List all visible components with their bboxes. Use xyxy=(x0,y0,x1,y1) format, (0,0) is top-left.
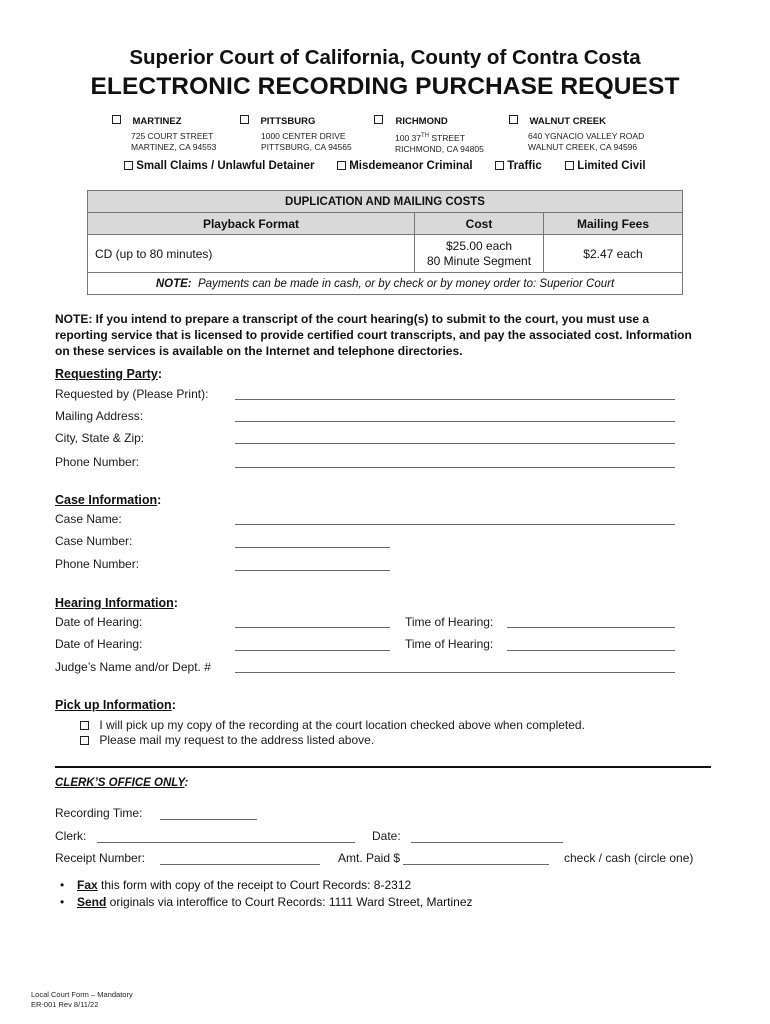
case-phone-label: Phone Number: xyxy=(55,557,140,571)
recording-time-label: Recording Time: xyxy=(55,806,143,820)
costs-table xyxy=(87,190,683,295)
location-city-line: PITTSBURG, CA 94565 xyxy=(261,142,352,152)
requested-by-field[interactable] xyxy=(235,399,675,400)
amt-paid-field[interactable] xyxy=(403,864,549,865)
location-walnut-creek[interactable] xyxy=(509,111,644,153)
costs-table-title: DUPLICATION AND MAILING COSTS xyxy=(88,191,683,213)
case-name-field[interactable] xyxy=(235,524,675,525)
footer xyxy=(31,990,133,1010)
small-claims-checkbox[interactable] xyxy=(124,161,133,170)
court-name: Superior Court of California, County of Contra Costa xyxy=(129,46,641,69)
clerk-label: Clerk: xyxy=(55,829,87,843)
playback-format-cell: CD (up to 80 minutes) xyxy=(88,235,415,273)
pittsburg-checkbox[interactable] xyxy=(240,115,249,124)
time-of-hearing-field[interactable] xyxy=(507,627,675,628)
limited-civil-checkbox[interactable] xyxy=(565,161,574,170)
bullet-icon: • xyxy=(60,878,65,892)
judge-field[interactable] xyxy=(235,672,675,673)
case-type-small-claims[interactable] xyxy=(124,160,315,172)
case-number-field[interactable] xyxy=(235,547,390,548)
pickup-option-label: Please mail my request to the address listed above. xyxy=(99,733,375,747)
pickup-option-label: I will pick up my copy of the recording at the court location checked above when completed. xyxy=(99,718,585,732)
mailing-address-field[interactable] xyxy=(235,421,675,422)
receipt-number-field[interactable] xyxy=(160,864,320,865)
requested-by-label: Requested by (Please Print): xyxy=(55,387,209,401)
date-of-hearing-label: Date of Hearing: xyxy=(55,615,143,629)
judge-label: Judge’s Name and/or Dept. # xyxy=(55,660,211,674)
column-header: Cost xyxy=(415,213,544,235)
location-richmond[interactable] xyxy=(374,111,484,155)
case-type-traffic[interactable] xyxy=(495,160,542,172)
column-header: Playback Format xyxy=(88,213,415,235)
transcript-note: NOTE: If you intend to prepare a transcript of the court hearing(s) to submit to the court, you must use a reporting service that is licensed to provide certified court transcripts, and pay the associated cost. Information on these services is available on the Internet and telephone directories. xyxy=(55,312,692,358)
pickup-heading: Pick up Information: xyxy=(55,698,176,712)
location-name: WALNUT CREEK xyxy=(529,116,606,127)
case-information-heading: Case Information: xyxy=(55,493,162,507)
case-name-label: Case Name: xyxy=(55,512,122,526)
payment-note: NOTE: Payments can be made in cash, or by check or by money order to: Superior Court xyxy=(88,273,683,295)
city-state-zip-field[interactable] xyxy=(235,443,675,444)
date-of-hearing-label-2: Date of Hearing: xyxy=(55,637,143,651)
case-type-label: Misdemeanor Criminal xyxy=(349,160,473,172)
clerk-date-field[interactable] xyxy=(411,842,563,843)
time-of-hearing-field-2[interactable] xyxy=(507,650,675,651)
hearing-information-heading: Hearing Information: xyxy=(55,596,178,610)
location-name: RICHMOND xyxy=(395,116,448,127)
time-of-hearing-label: Time of Hearing: xyxy=(405,615,494,629)
cost-cell: $25.00 each 80 Minute Segment xyxy=(415,235,544,273)
date-of-hearing-field-2[interactable] xyxy=(235,650,390,651)
phone-number-label: Phone Number: xyxy=(55,455,140,469)
receipt-number-label: Receipt Number: xyxy=(55,851,146,865)
martinez-checkbox[interactable] xyxy=(112,115,121,124)
recording-time-field[interactable] xyxy=(160,819,257,820)
mailing-fee-cell: $2.47 each xyxy=(544,235,683,273)
location-address-line: 725 COURT STREET xyxy=(131,131,214,141)
clerk-heading: CLERK’S OFFICE ONLY: xyxy=(55,777,189,789)
column-header: Mailing Fees xyxy=(544,213,683,235)
date-of-hearing-field[interactable] xyxy=(235,627,390,628)
richmond-checkbox[interactable] xyxy=(374,115,383,124)
location-address-line: 100 37TH STREET xyxy=(395,132,465,143)
section-divider xyxy=(55,766,711,768)
location-name: MARTINEZ xyxy=(132,116,182,127)
location-address-line: 1000 CENTER DRIVE xyxy=(261,131,346,141)
mailing-address-label: Mailing Address: xyxy=(55,409,144,423)
send-instruction: • Send originals via interoffice to Court Records: 1111 Ward Street, Martinez xyxy=(60,895,473,909)
location-pittsburg[interactable] xyxy=(240,111,352,153)
location-name: PITTSBURG xyxy=(260,116,316,127)
location-martinez[interactable] xyxy=(112,111,216,153)
bullet-icon: • xyxy=(60,895,65,909)
case-type-label: Traffic xyxy=(507,160,542,172)
pickup-option-mail[interactable] xyxy=(80,733,374,747)
amt-paid-label: Amt. Paid $ xyxy=(338,851,401,865)
payment-method-label: check / cash (circle one) xyxy=(564,851,694,865)
case-type-misdemeanor[interactable] xyxy=(337,160,473,172)
footer-form-type: Local Court Form – Mandatory xyxy=(31,990,133,999)
time-of-hearing-label-2: Time of Hearing: xyxy=(405,637,494,651)
case-phone-field[interactable] xyxy=(235,570,390,571)
phone-number-field[interactable] xyxy=(235,467,675,468)
walnut-creek-checkbox[interactable] xyxy=(509,115,518,124)
case-number-label: Case Number: xyxy=(55,534,133,548)
location-address-line: 640 YGNACIO VALLEY ROAD xyxy=(528,131,645,141)
form-title: ELECTRONIC RECORDING PURCHASE REQUEST xyxy=(90,73,680,100)
traffic-checkbox[interactable] xyxy=(495,161,504,170)
mail-checkbox[interactable] xyxy=(80,736,89,745)
misdemeanor-checkbox[interactable] xyxy=(337,161,346,170)
requesting-party-heading: Requesting Party: xyxy=(55,367,162,381)
city-state-zip-label: City, State & Zip: xyxy=(55,431,145,445)
pickup-checkbox[interactable] xyxy=(80,721,89,730)
fax-instruction: • Fax this form with copy of the receipt to Court Records: 8-2312 xyxy=(60,878,412,892)
case-type-label: Small Claims / Unlawful Detainer xyxy=(136,160,315,172)
location-city-line: WALNUT CREEK, CA 94596 xyxy=(528,142,638,152)
pickup-option-pickup[interactable] xyxy=(80,718,585,732)
location-city-line: MARTINEZ, CA 94553 xyxy=(131,142,217,152)
location-city-line: RICHMOND, CA 94805 xyxy=(395,143,484,154)
case-type-label: Limited Civil xyxy=(577,160,646,172)
clerk-field[interactable] xyxy=(97,842,355,843)
case-type-limited-civil[interactable] xyxy=(565,160,646,172)
footer-form-number: ER-001 Rev 8/11/22 xyxy=(31,1000,99,1009)
clerk-date-label: Date: xyxy=(372,829,401,843)
